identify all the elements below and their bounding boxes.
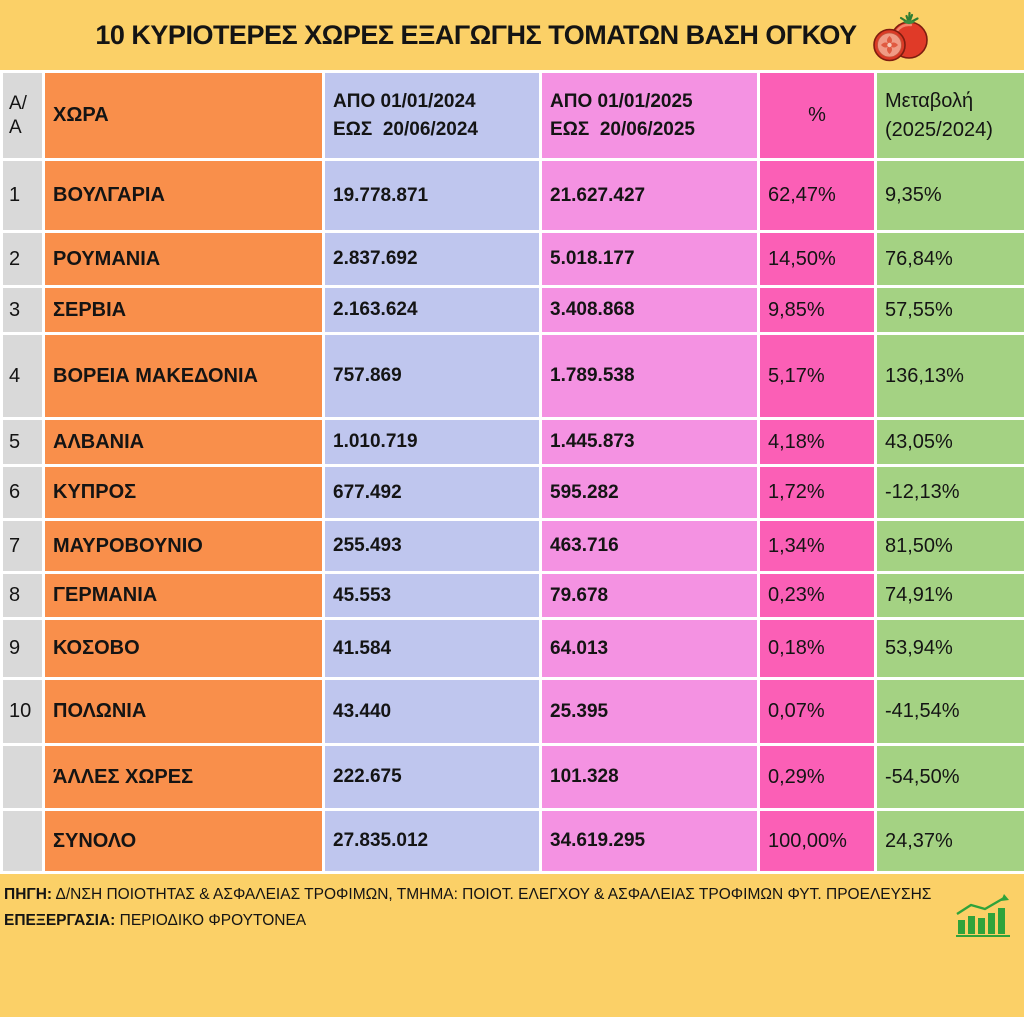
country-cell: ΣΕΡΒΙΑ <box>44 287 324 334</box>
volume-2024-cell: 677.492 <box>324 466 541 520</box>
change-cell: 57,55% <box>876 287 1024 334</box>
header-period-2025 <box>541 72 759 160</box>
editor-label: ΕΠΕΞΕΡΓΑΣΙΑ: <box>4 912 116 930</box>
volume-2024-cell: 1.010.719 <box>324 419 541 466</box>
volume-2024-cell: 2.163.624 <box>324 287 541 334</box>
header-period-2024 <box>324 72 541 160</box>
change-cell: 136,13% <box>876 334 1024 419</box>
volume-2024-cell: 222.675 <box>324 745 541 810</box>
source-text: Δ/ΝΣΗ ΠΟΙΟΤΗΤΑΣ & ΑΣΦΑΛΕΙΑΣ ΤΡΟΦΙΜΩΝ, ΤΜΗΜΑ: ΠΟΙΟΤ. ΕΛΕΓΧΟΥ & ΑΣΦΑΛΕΙΑΣ ΤΡΟΦΙΜΩΝ ΦΥΤ. ΠΡΟΕΛΕΥΣΗΣ <box>55 886 932 903</box>
row-index: 8 <box>2 573 44 619</box>
header-change-line2: (2025/2024) <box>885 118 993 141</box>
change-cell: -54,50% <box>876 745 1024 810</box>
volume-2025-cell: 34.619.295 <box>541 810 759 873</box>
header-period-2025-line1: ΑΠΟ 01/01/2025 <box>550 90 693 112</box>
header-period-2024-line1: ΑΠΟ 01/01/2024 <box>333 90 476 112</box>
volume-2024-cell: 2.837.692 <box>324 232 541 287</box>
header-index: Α/Α <box>2 72 44 160</box>
volume-2025-cell: 3.408.868 <box>541 287 759 334</box>
volume-2024-cell: 19.778.871 <box>324 160 541 232</box>
table-row <box>2 679 1024 745</box>
volume-2025-cell: 595.282 <box>541 466 759 520</box>
volume-2025-cell: 21.627.427 <box>541 160 759 232</box>
change-cell: 43,05% <box>876 419 1024 466</box>
country-cell: ΜΑΥΡΟΒΟΥΝΙΟ <box>44 520 324 573</box>
volume-2025-cell: 5.018.177 <box>541 232 759 287</box>
change-cell: 9,35% <box>876 160 1024 232</box>
tomato-icon <box>873 5 929 65</box>
header-change <box>876 72 1024 160</box>
percent-cell: 1,72% <box>759 466 876 520</box>
export-table <box>0 70 1024 874</box>
title-bar <box>0 0 1024 70</box>
percent-cell: 0,07% <box>759 679 876 745</box>
percent-cell: 0,29% <box>759 745 876 810</box>
table-row <box>2 520 1024 573</box>
volume-2025-cell: 79.678 <box>541 573 759 619</box>
footer <box>0 874 1024 935</box>
country-cell: ΣΥΝΟΛΟ <box>44 810 324 873</box>
row-index: 7 <box>2 520 44 573</box>
row-index: 5 <box>2 419 44 466</box>
country-cell: ΑΛΒΑΝΙΑ <box>44 419 324 466</box>
table-row <box>2 619 1024 679</box>
source-label: ΠΗΓΗ: <box>4 886 53 903</box>
editor-line <box>4 908 1018 934</box>
change-cell: 81,50% <box>876 520 1024 573</box>
row-index: 1 <box>2 160 44 232</box>
change-cell: 53,94% <box>876 619 1024 679</box>
row-index: 2 <box>2 232 44 287</box>
row-index: 3 <box>2 287 44 334</box>
percent-cell: 62,47% <box>759 160 876 232</box>
table-row <box>2 334 1024 419</box>
source-line <box>4 882 1018 908</box>
change-cell: 24,37% <box>876 810 1024 873</box>
percent-cell: 0,18% <box>759 619 876 679</box>
change-cell: 76,84% <box>876 232 1024 287</box>
percent-cell: 0,23% <box>759 573 876 619</box>
volume-2025-cell: 1.789.538 <box>541 334 759 419</box>
header-period-2024-line2: ΕΩΣ 20/06/2024 <box>333 118 478 140</box>
row-index: 10 <box>2 679 44 745</box>
country-cell: ΚΟΣΟΒΟ <box>44 619 324 679</box>
volume-2025-cell: 463.716 <box>541 520 759 573</box>
row-index <box>2 745 44 810</box>
row-index <box>2 810 44 873</box>
editor-text: ΠΕΡΙΟΔΙΚΟ ΦΡΟΥΤΟΝΕΑ <box>119 912 307 930</box>
header-country: ΧΩΡΑ <box>44 72 324 160</box>
volume-2024-cell: 41.584 <box>324 619 541 679</box>
percent-cell: 1,34% <box>759 520 876 573</box>
country-cell: ΒΟΥΛΓΑΡΙΑ <box>44 160 324 232</box>
volume-2025-cell: 101.328 <box>541 745 759 810</box>
row-index: 4 <box>2 334 44 419</box>
table-row <box>2 160 1024 232</box>
page-title: 10 ΚΥΡΙΟΤΕΡΕΣ ΧΩΡΕΣ ΕΞΑΓΩΓΗΣ ΤΟΜΑΤΩΝ ΒΑΣΗ ΟΓΚΟΥ <box>95 19 857 50</box>
country-cell: ΡΟΥΜΑΝΙΑ <box>44 232 324 287</box>
table-row <box>2 466 1024 520</box>
change-cell: -41,54% <box>876 679 1024 745</box>
volume-2024-cell: 255.493 <box>324 520 541 573</box>
country-cell: ΚΥΠΡΟΣ <box>44 466 324 520</box>
header-change-line1: Μεταβολή <box>885 89 974 112</box>
table-row <box>2 232 1024 287</box>
country-cell: ΒΟΡΕΙΑ ΜΑΚΕΔΟΝΙΑ <box>44 334 324 419</box>
volume-2025-cell: 1.445.873 <box>541 419 759 466</box>
volume-2024-cell: 45.553 <box>324 573 541 619</box>
change-cell: 74,91% <box>876 573 1024 619</box>
country-cell: ΆΛΛΕΣ ΧΩΡΕΣ <box>44 745 324 810</box>
header-percent: % <box>759 72 876 160</box>
percent-cell: 9,85% <box>759 287 876 334</box>
table-row <box>2 419 1024 466</box>
row-index: 9 <box>2 619 44 679</box>
header-row <box>2 72 1024 160</box>
country-cell: ΠΟΛΩΝΙΑ <box>44 679 324 745</box>
percent-cell: 100,00% <box>759 810 876 873</box>
volume-2024-cell: 43.440 <box>324 679 541 745</box>
volume-2025-cell: 25.395 <box>541 679 759 745</box>
growth-chart-icon <box>954 894 1012 938</box>
volume-2024-cell: 27.835.012 <box>324 810 541 873</box>
table-row <box>2 287 1024 334</box>
country-cell: ΓΕΡΜΑΝΙΑ <box>44 573 324 619</box>
table-row-total <box>2 810 1024 873</box>
volume-2024-cell: 757.869 <box>324 334 541 419</box>
percent-cell: 5,17% <box>759 334 876 419</box>
header-period-2025-line2: ΕΩΣ 20/06/2025 <box>550 118 695 140</box>
percent-cell: 4,18% <box>759 419 876 466</box>
volume-2025-cell: 64.013 <box>541 619 759 679</box>
percent-cell: 14,50% <box>759 232 876 287</box>
row-index: 6 <box>2 466 44 520</box>
table-row <box>2 573 1024 619</box>
change-cell: -12,13% <box>876 466 1024 520</box>
table-row <box>2 745 1024 810</box>
